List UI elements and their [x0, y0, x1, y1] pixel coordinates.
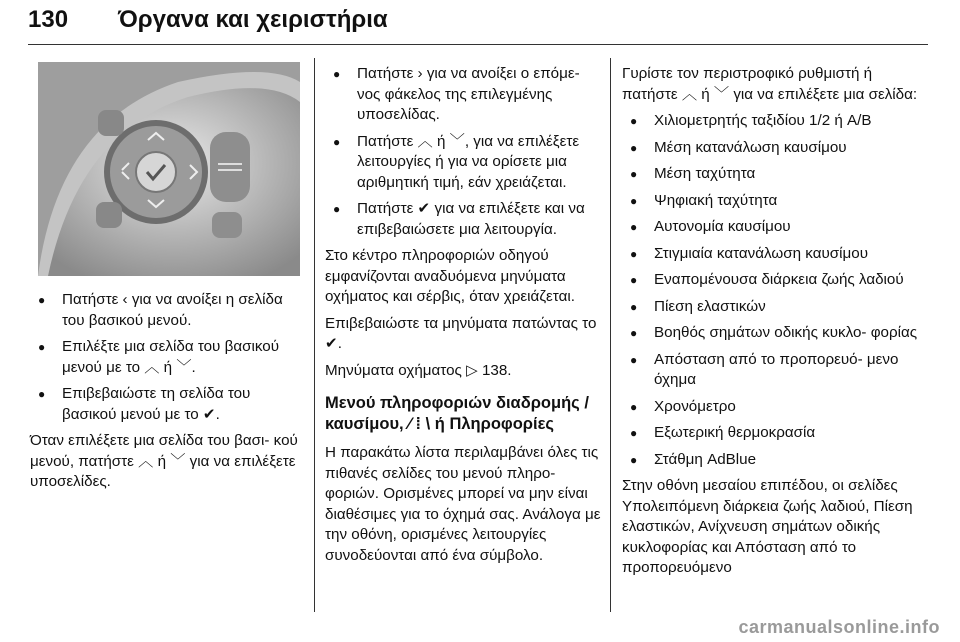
list-item: ● Μέση ταχύτητα — [622, 164, 922, 185]
paragraph: Η παρακάτω λίστα περιλαμβάνει όλες τις πιθανές σελίδες του μενού πληρο- φοριών. Ορισμένες μπορεί να μην είναι διαθέσιμες για το όχημά σας. Ανάλογα με την οθόνη, ορισμένες λειτουργίες συνοδεύονται από ένα σύμβολο. — [325, 444, 601, 564]
paragraph: Επιβεβαιώστε τα μηνύματα πατώντας το ✔. — [325, 314, 597, 352]
list-item: ● Στάθμη AdBlue — [622, 450, 922, 471]
page-title: Όργανα και χειριστήρια — [118, 6, 388, 33]
page-number: 130 — [28, 6, 69, 33]
list-item: ● Πατήστε ✔ για να επιλέξετε και να επιβεβαιώσετε μια λειτουργία. — [325, 199, 605, 240]
list-item: ● Αυτονομία καυσίμου — [622, 217, 922, 238]
column-divider-2 — [610, 58, 611, 612]
list-item: ● Επιλέξτε μια σελίδα του βασικού μενού με το ︿ ή ﹀. — [30, 337, 300, 378]
list-item: ● Εξωτερική θερμοκρασία — [622, 423, 922, 444]
paragraph: Γυρίστε τον περιστροφικό ρυθμιστή ή πατήστε ︿ ή ﹀ για να επιλέξετε μια σελίδα: — [622, 65, 918, 103]
column-2 — [325, 64, 605, 572]
list-item: ● Χρονόμετρο — [622, 397, 922, 418]
list-item: ● Πίεση ελαστικών — [622, 297, 922, 318]
paragraph: Στην οθόνη μεσαίου επιπέδου, οι σελίδες Υπολειπόμενη διάρκεια ζωής λαδιού, Πίεση ελαστικών, Ανίχνευση σημάτων οδικής κυκλοφορίας και Απόσταση από το προπορευόμενο — [622, 477, 913, 576]
list-item: ● Εναπομένουσα διάρκεια ζωής λαδιού — [622, 270, 922, 291]
list-item: ● Μέση κατανάλωση καυσίμου — [622, 138, 922, 159]
column-divider-1 — [314, 58, 315, 612]
column-1 — [30, 62, 300, 499]
list-item: ● Χιλιομετρητής ταξιδίου 1/2 ή A/B — [622, 111, 922, 132]
list-item: ● Βοηθός σημάτων οδικής κυκλο- φορίας — [622, 323, 922, 344]
list-item: ● Επιβεβαιώστε τη σελίδα του βασικού μενού με το ✔. — [30, 384, 300, 425]
list-item: ● Πατήστε ︿ ή ﹀, για να επιλέξετε λειτουργίες ή για να ορίσετε μια αριθμητική τιμή, εάν χρειάζεται. — [325, 132, 605, 194]
list-item: ● Απόσταση από το προπορευό- μενο όχημα — [622, 350, 922, 391]
header-rule — [28, 44, 928, 45]
cross-reference-link[interactable]: Μηνύματα οχήματος ▷ 138. — [325, 361, 512, 379]
paragraph: Όταν επιλέξετε μια σελίδα του βασι- κού μενού, πατήστε ︿ ή ﹀ για να επιλέξετε υποσελίδες. — [30, 432, 298, 490]
list-item: ● Ψηφιακή ταχύτητα — [622, 191, 922, 212]
watermark: carmanualsonline.info — [738, 617, 940, 637]
section-heading: Μενού πληροφοριών διαδρομής / καυσίμου, ⁄ ⁞ \ ή Πληροφορίες — [325, 394, 589, 433]
list-item: ● Πατήστε ‹ για να ανοίξει η σελίδα του βασικού μενού. — [30, 290, 300, 331]
list-item: ● Πατήστε › για να ανοίξει ο επόμε- νος φάκελος της επιλεγμένης υποσελίδας. — [325, 64, 605, 126]
page-header — [28, 6, 388, 34]
paragraph: Στο κέντρο πληροφοριών οδηγού εμφανίζονται αναδυόμενα μηνύματα οχήματος και σέρβις, όταν χρειάζεται. — [325, 247, 575, 305]
column-3 — [622, 64, 922, 585]
list-item: ● Στιγμιαία κατανάλωση καυσίμου — [622, 244, 922, 265]
